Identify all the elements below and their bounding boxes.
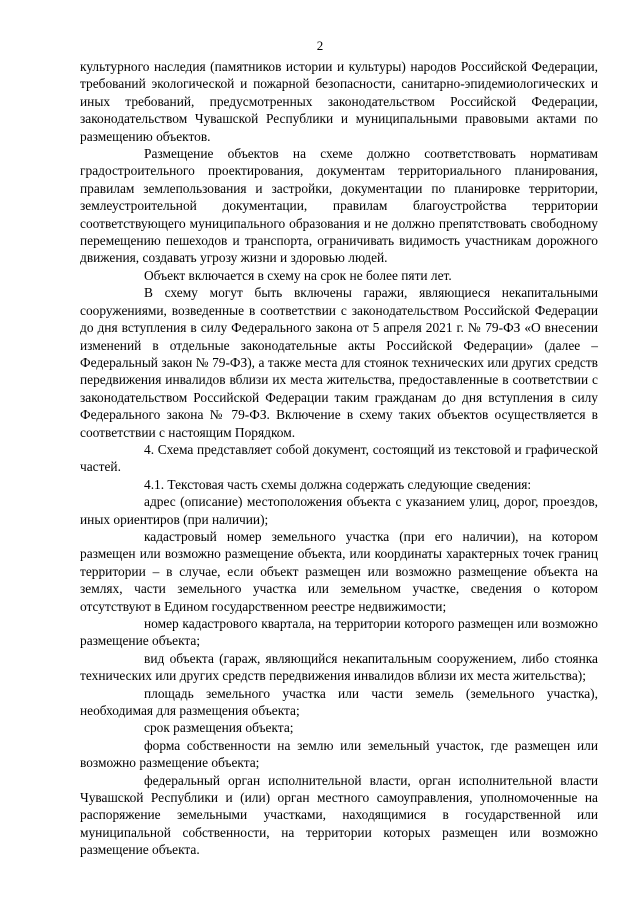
paragraph-10: вид объекта (гараж, являющийся некапитальным сооружением, либо стоянка технических или других средств передвижения инвалидов вблизи их места жительства); [80,650,598,684]
paragraph-4: В схему могут быть включены гаражи, являющиеся некапитальными сооружениями, возведенные в соответствии с законодательством Российской Федерации до дня вступления в силу Федерального закона от 5 апреля 2021 г. № 79-ФЗ «О внесении изменений в отдельные законодательные акты Российской Федерации» (далее – Федеральный закон № 79-ФЗ), а также места для стоянок технических или других средств передвижения инвалидов вблизи их места жительства, предоставленные в соответствии с законодательством Российской Федерации таким гражданам до дня вступления в силу Федерального закона № 79-ФЗ. Включение в схему таких объектов осуществляется в соответствии с настоящим Порядком. [80,285,598,440]
paragraph-5: 4. Схема представляет собой документ, состоящий из текстовой и графической частей. [80,441,598,475]
paragraph-1: культурного наследия (памятников истории и культуры) народов Российской Федерации, требований экологической и пожарной безопасности, санитарно-эпидемиологических и иных требований, предусмотренных законодательством Российской Федерации, законодательством Чувашской Республики и муниципальными правовыми актами по размещению объектов. [80,59,598,144]
paragraph-14: федеральный орган исполнительной власти, орган исполнительной власти Чувашской Республики и (или) орган местного самоуправления, уполномоченные на распоряжение земельными участками, находящимися в государственной или муниципальной собственности, на территории которых размещен или возможно размещение объекта. [80,772,598,858]
paragraph-7: адрес (описание) местоположения объекта с указанием улиц, дорог, проездов, иных ориентиров (при наличии); [80,494,598,527]
paragraph-8: кадастровый номер земельного участка (при его наличии), на котором размещен или возможно размещение объекта, или координаты характерных точек границ территории – в случае, если объект размещен или возможно размещение объекта на землях, части земельного участка или земельном участке, сведения о котором отсутствуют в Едином государственном реестре недвижимости; [80,528,598,614]
paragraph-12: срок размещения объекта; [144,720,294,736]
paragraph-2: Размещение объектов на схеме должно соответствовать нормативам градостроительного проектирования, документам территориального планирования, правилам землепользования и застройки, документации по планировке территории, землеустроительной документации, правилам благоустройства территории соответствующего муниципального образования и не должно препятствовать свободному перемещению пешеходов и транспорта, ограничивать видимость участникам дорожного движения, создавать угрозу жизни и здоровью людей. [80,146,598,266]
document-body [80,58,598,859]
paragraph-11: площадь земельного участка или части земель (земельного участка), необходимая для размещения объекта; [80,685,598,719]
paragraph-9: номер кадастрового квартала, на территории которого размещен или возможно размещение объекта; [80,616,598,649]
page-number: 2 [316,38,324,53]
paragraph-13: форма собственности на землю или земельный участок, где размещен или возможно размещение объекта; [80,737,598,771]
paragraph-3: Объект включается в схему на срок не более пяти лет. [144,267,452,283]
paragraph-6: 4.1. Текстовая часть схемы должна содержать следующие сведения: [144,476,532,492]
